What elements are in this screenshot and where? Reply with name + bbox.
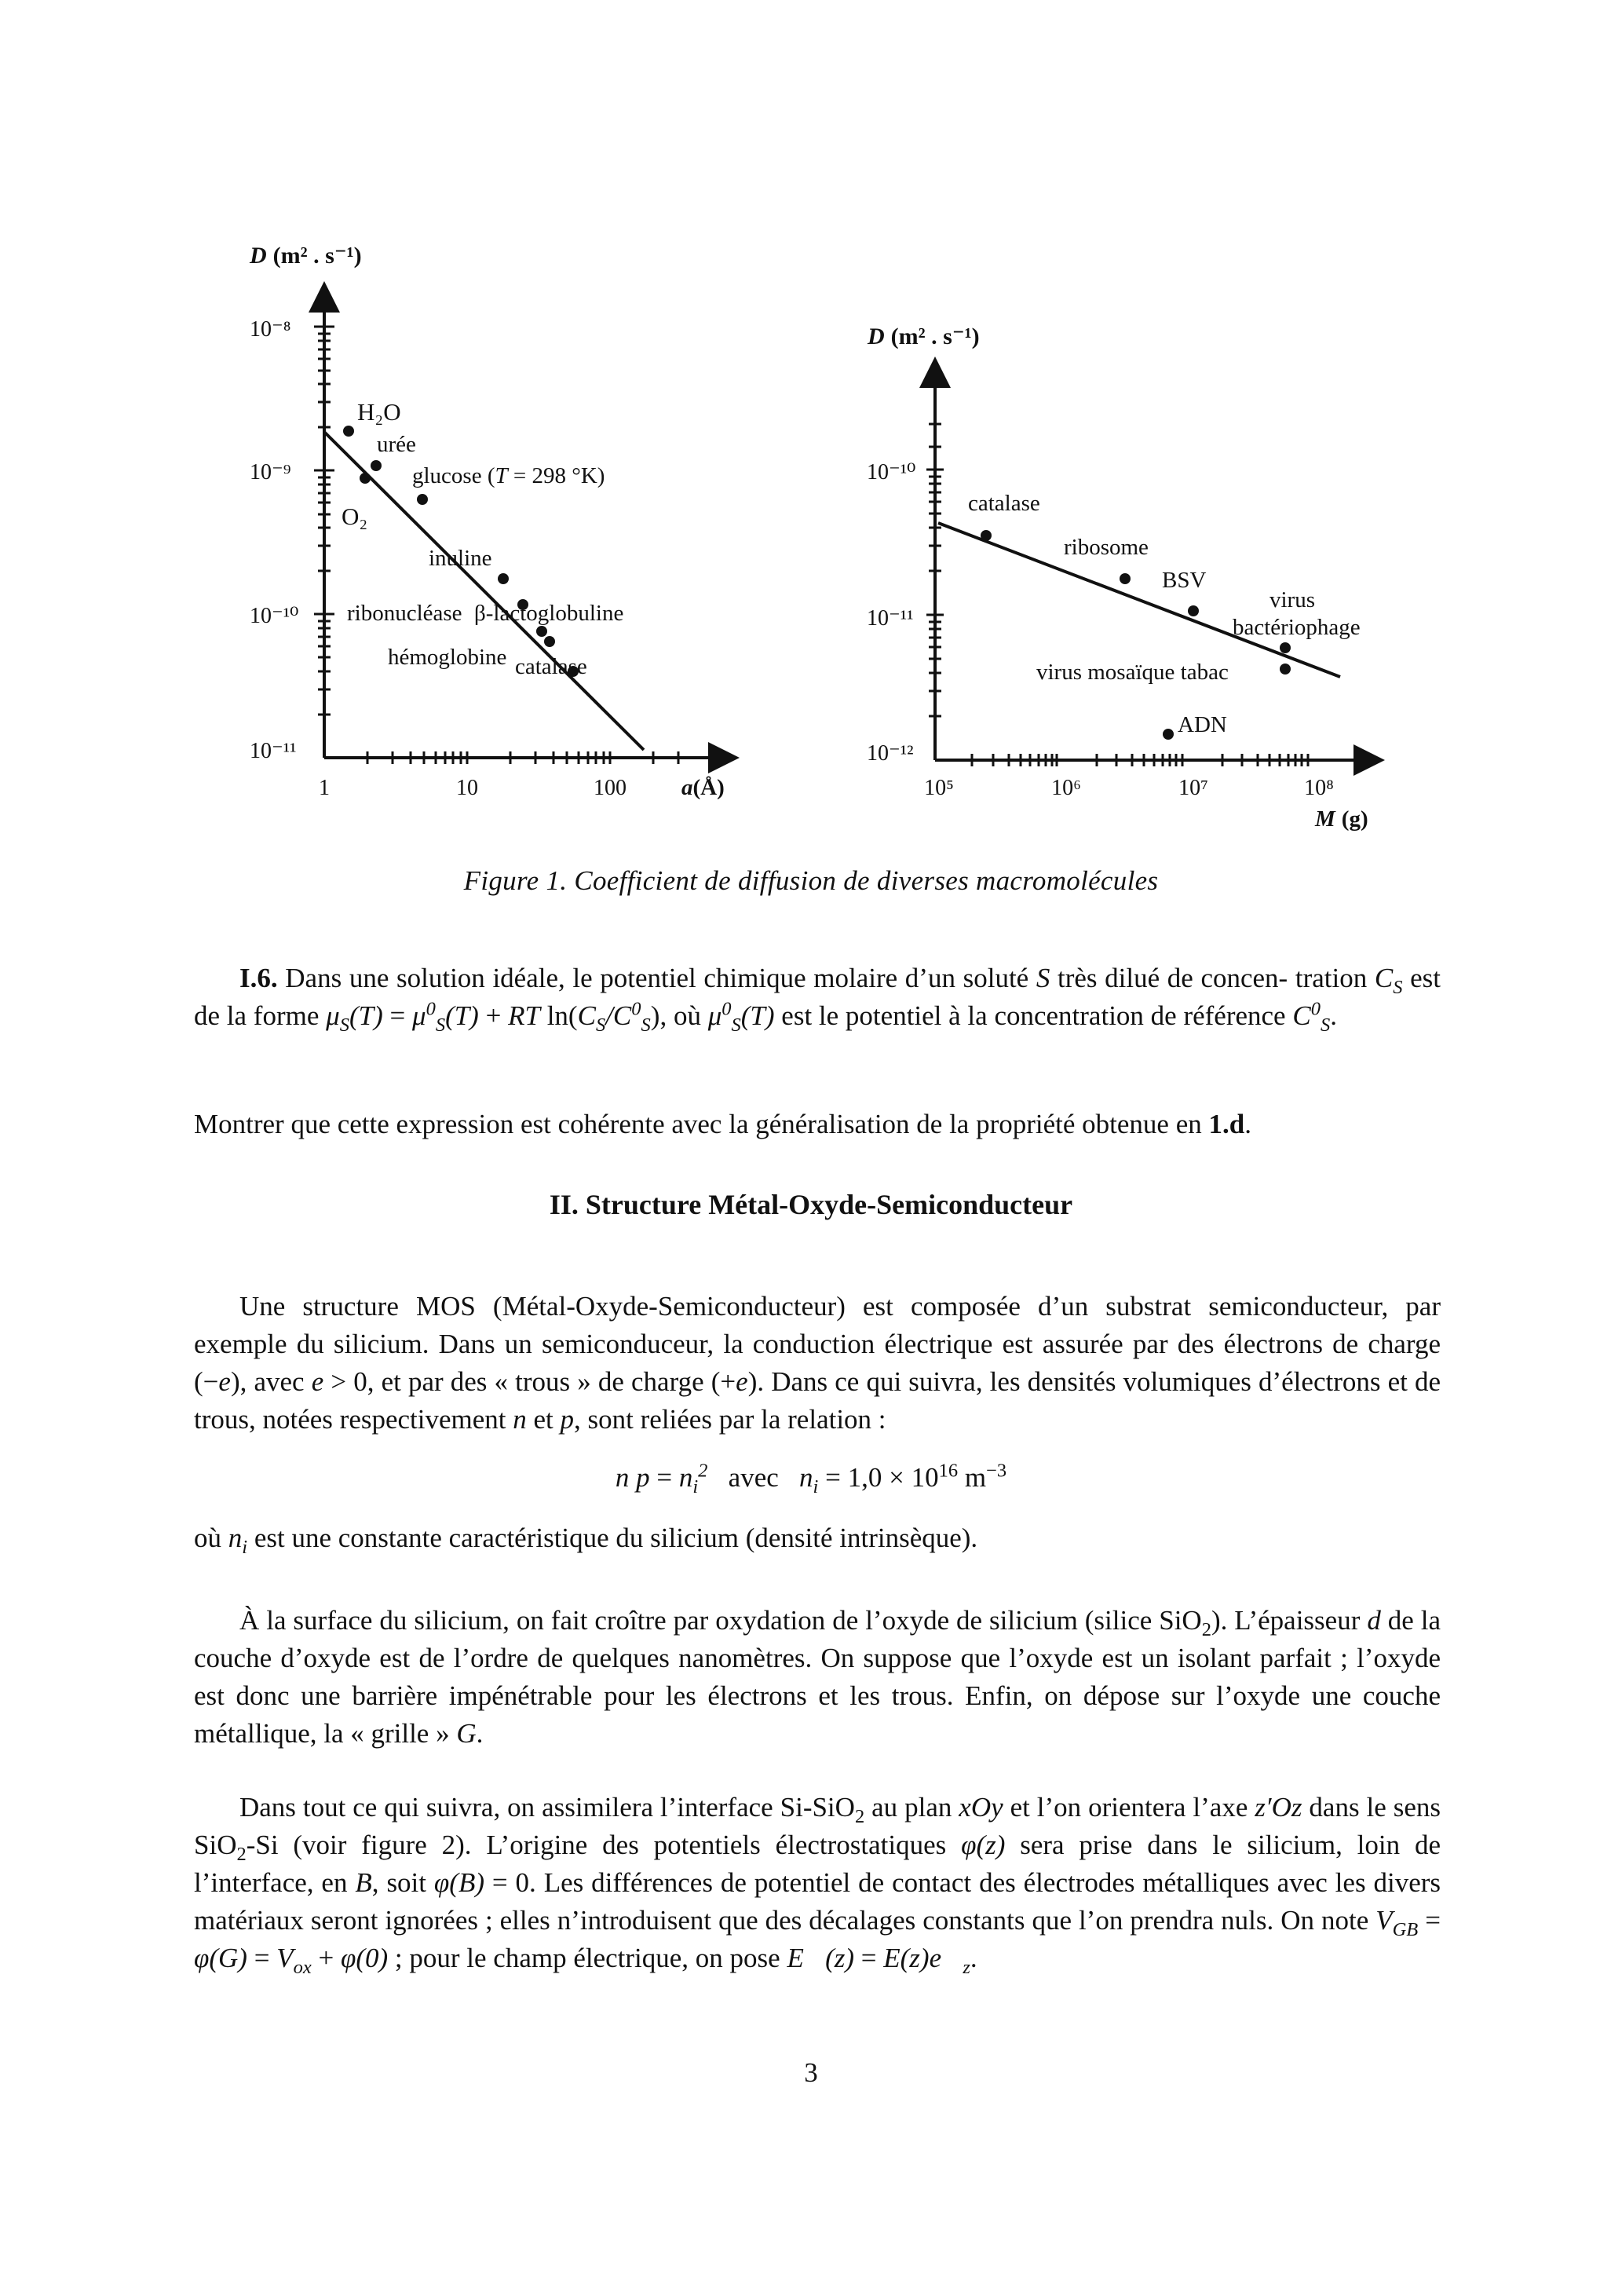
svg-text:100: 100	[594, 776, 627, 800]
figure-1	[0, 0, 1622, 864]
right-y-tick-labels	[867, 460, 915, 766]
left-x-tick-labels	[319, 776, 627, 800]
svg-text:β-lactoglobuline: β-lactoglobuline	[474, 601, 624, 626]
left-ylabel: D (m² . s⁻¹)	[250, 243, 362, 269]
right-x-tick-labels	[924, 776, 1334, 800]
svg-text:glucose (T = 298 °K): glucose (T = 298 °K)	[412, 463, 605, 488]
svg-text:catalase: catalase	[968, 491, 1040, 516]
point-h2o	[343, 426, 354, 437]
svg-text:hémoglobine: hémoglobine	[388, 645, 507, 670]
svg-text:O₂: O₂	[342, 503, 368, 530]
paragraph-i6: I.6. Dans une solution idéale, le potentiel chimique molaire d’un soluté S très dilué de concen- tration $C_S$ est de la forme $\mu_S(T) = \mu^0_S(T)$ + RT $\ln(C_S/C^0_S)$, où $\mu^0_S(T)$ est le potentiel à la concentration de référence $C^0_S$.	[194, 963, 1441, 1036]
left-point-labels	[342, 398, 623, 679]
svg-text:virus mosaïque tabac: virus mosaïque tabac	[1036, 660, 1229, 685]
point-hemoglobine	[544, 636, 555, 647]
point-glucose	[417, 494, 428, 505]
svg-text:10⁻⁹: 10⁻⁹	[250, 460, 291, 484]
point-ribosome	[1120, 573, 1131, 584]
page-number: 3	[804, 2057, 818, 2088]
svg-text:10⁶: 10⁶	[1051, 776, 1081, 800]
point-uree	[371, 460, 382, 471]
svg-text:ribonucléase: ribonucléase	[347, 601, 462, 626]
point-o2	[360, 473, 371, 484]
svg-text:H₂O: H₂O	[357, 398, 401, 426]
point-lactoglobuline	[536, 626, 547, 637]
left-y-tick-labels	[250, 317, 298, 763]
svg-text:ADN: ADN	[1178, 712, 1227, 737]
point-bsv	[1188, 605, 1199, 616]
svg-text:urée: urée	[377, 432, 416, 457]
svg-text:10⁻¹²: 10⁻¹²	[867, 741, 914, 766]
svg-text:bactériophage: bactériophage	[1233, 615, 1361, 640]
svg-text:BSV: BSV	[1162, 568, 1207, 593]
equation-np: n $p = n_i^2$ avec $n_i = 1,0 \times 10^{16}$ $m^{-3}$	[615, 1460, 1007, 1497]
paragraph-ni: où $n_i$ est une constante caractéristique du silicium (densité intrinsèque).	[194, 1523, 978, 1558]
point-tabac	[1280, 664, 1291, 675]
left-chart	[249, 243, 736, 800]
svg-text:10: 10	[456, 776, 478, 800]
paragraph-conventions: Dans tout ce qui suivra, on assimilera l’interface Si-SiO$_2$ au plan xOy et l’on orientera l’axe z′Oz dans le sens SiO$_2$-Si (voir figure 2). L’origine des potentiels électrostatiques φ(z) sera prise dans le silicium, loin de l’interface, en B, soit φ(B) = 0. Les différences de potentiel de contact des électrodes métalliques avec les divers matériaux seront ignorées ; elles n’introduisent que des décalages constants que l’on prendra nuls. On note $V_{GB} = \varphi(G) = V_{ox} + \varphi(0)$ ; pour le champ électrique, on pose E⃗(z) = $E(z)e⃗_z$.	[194, 1792, 1441, 1978]
paragraph-question: Montrer que cette expression est cohérente avec la généralisation de la propriété obtenue en 1.d.	[194, 1109, 1251, 1139]
right-point-labels	[968, 491, 1361, 737]
svg-text:virus: virus	[1269, 587, 1315, 612]
svg-text:10⁻¹¹: 10⁻¹¹	[867, 606, 914, 631]
point-bacteriophage	[1280, 642, 1291, 653]
svg-text:ribosome: ribosome	[1064, 535, 1149, 560]
left-xlabel: a(Å)	[681, 775, 725, 800]
right-xlabel: M (g)	[1315, 806, 1368, 832]
svg-text:10⁷: 10⁷	[1178, 776, 1208, 800]
right-ylabel: D (m² . s⁻¹)	[868, 324, 980, 349]
point-catalase	[981, 530, 992, 541]
svg-text:10⁻¹¹: 10⁻¹¹	[250, 739, 297, 763]
right-chart	[867, 324, 1382, 832]
point-adn	[1163, 729, 1174, 740]
svg-text:inuline: inuline	[429, 546, 492, 571]
svg-text:10⁻⁸: 10⁻⁸	[250, 317, 291, 342]
paragraph-oxide: À la surface du silicium, on fait croître par oxydation de l’oxyde de silicium (silice SiO$_2$). L’épaisseur d de la couche d’oxyde est de l’ordre de quelques nanomètres. On suppose que l’oxyde est un isolant parfait ; l’oxyde est donc une barrière impénétrable pour les électrons et les trous. Enfin, on dépose sur l’oxyde une couche métallique, la « grille » G.	[194, 1605, 1441, 1749]
svg-text:10⁻¹⁰: 10⁻¹⁰	[250, 604, 299, 628]
paragraph-mos-intro: Une structure MOS (Métal-Oxyde-Semiconducteur) est composée d’un substrat semiconducteur, par exemple du silicium. Dans un semiconduceur, la conduction électrique est assurée par des électrons de charge (−e), avec e > 0, et par des « trous » de charge (+e). Dans ce qui suivra, les densités volumiques d’électrons et de trous, notées respectivement n et p, sont reliées par la relation :	[194, 1291, 1441, 1435]
svg-text:catalase: catalase	[515, 654, 587, 679]
svg-text:10⁸: 10⁸	[1304, 776, 1334, 800]
point-inuline	[498, 573, 509, 584]
svg-text:1: 1	[319, 776, 330, 800]
section-title: II. Structure Métal-Oxyde-Semiconducteur	[549, 1189, 1073, 1220]
diffusion-charts	[0, 0, 1622, 864]
figure-caption: Figure 1. Coefficient de diffusion de diverses macromolécules	[463, 865, 1159, 896]
svg-text:10⁻¹⁰: 10⁻¹⁰	[867, 460, 916, 484]
question-number: I.6.	[239, 963, 278, 993]
svg-text:10⁵: 10⁵	[924, 776, 954, 800]
